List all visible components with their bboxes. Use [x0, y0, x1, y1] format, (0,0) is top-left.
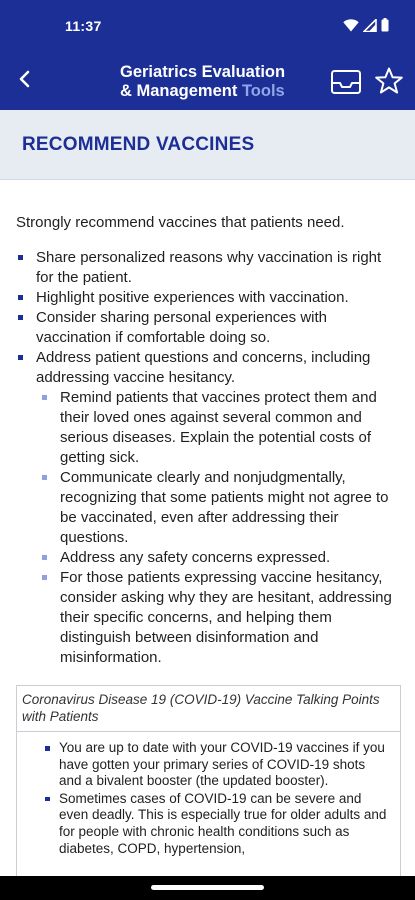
list-item-with-sublist [16, 348, 396, 668]
sub-list-item: Communicate clearly and nonjudgmentally, recognizing that some patients might not agree to be vaccinated, even after addressing their questions. [40, 468, 396, 548]
intro-text: Strongly recommend vaccines that patients need. [16, 214, 345, 231]
inbox-icon [330, 83, 362, 100]
battery-icon [381, 18, 389, 37]
favorite-button[interactable] [374, 66, 404, 96]
callout-list [17, 732, 400, 857]
signal-icon [363, 19, 377, 37]
back-arrow-icon [17, 70, 31, 93]
sub-list-item: Remind patients that vaccines protect them and their loved ones against several common and serious diseases. Explain the potential costs of getting sick. [40, 388, 396, 468]
app-title [120, 63, 285, 101]
callout-item: Sometimes cases of COVID-19 can be severe and even deadly. This is especially true for older adults and for people with chronic health conditions such as diabetes, COPD, hypertension, [43, 791, 390, 857]
covid-talking-points-box [16, 685, 401, 900]
system-nav-bar [0, 876, 415, 900]
callout-item: You are up to date with your COVID-19 vaccines if you have gotten your primary series of COVID-19 shots and a bivalent booster (the updated booster). [43, 740, 390, 790]
section-header [0, 110, 415, 180]
section-title: RECOMMEND VACCINES [22, 134, 255, 155]
star-icon [374, 83, 404, 100]
home-handle[interactable] [151, 885, 264, 890]
list-item-text: Address patient questions and concerns, including addressing vaccine hesitancy. [36, 349, 371, 386]
wifi-icon [343, 19, 359, 37]
status-bar [0, 0, 415, 52]
app-title-tools: Tools [241, 82, 285, 100]
sub-list-item: Address any safety concerns expressed. [40, 548, 396, 568]
recommendation-list [16, 248, 396, 668]
app-title-line1: Geriatrics Evaluation [120, 63, 286, 81]
callout-title: Coronavirus Disease 19 (COVID-19) Vaccine Talking Points with Patients [17, 686, 400, 732]
sub-list-item: For those patients expressing vaccine hesitancy, consider asking why they are hesitant, addressing their specific concerns, and helping them distinguish between disinformation and misinformation. [40, 568, 396, 668]
status-time: 11:37 [65, 18, 102, 34]
inbox-button[interactable] [330, 68, 362, 96]
list-item: Highlight positive experiences with vaccination. [16, 288, 396, 308]
list-item: Share personalized reasons why vaccination is right for the patient. [16, 248, 396, 288]
status-icons [343, 18, 389, 37]
list-item: Consider sharing personal experiences with vaccination if comfortable doing so. [16, 308, 396, 348]
back-button[interactable] [10, 66, 38, 96]
app-title-line2 [120, 82, 285, 101]
app-title-prefix: & Management [120, 82, 238, 100]
app-bar [0, 52, 415, 110]
sub-list [40, 388, 396, 668]
